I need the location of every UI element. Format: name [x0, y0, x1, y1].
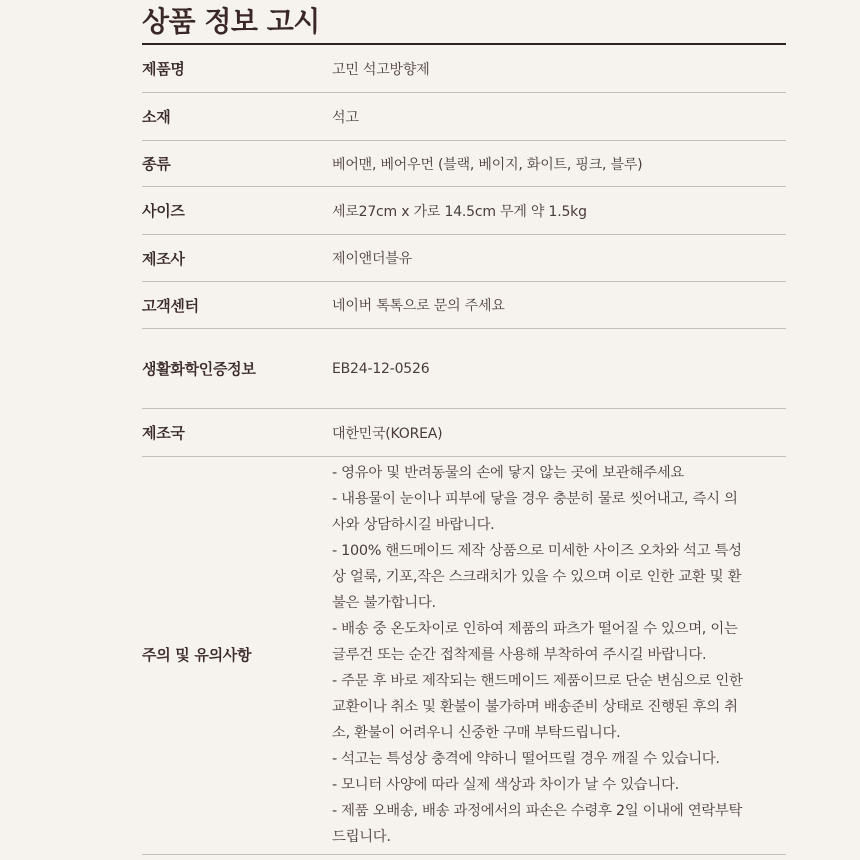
caution-line: 교환이나 취소 및 환불이 불가하며 배송준비 상태로 진행된 후의 취: [332, 698, 738, 715]
caution-line: 글루건 또는 순간 접착제를 사용해 부착하여 주시길 바랍니다.: [332, 646, 707, 663]
row-label: 제품명: [142, 60, 185, 78]
row-label: 주의 및 유의사항: [142, 646, 252, 664]
cautions-text: [332, 460, 786, 850]
row-value: 석고: [332, 109, 359, 126]
info-row-cautions: [142, 457, 786, 855]
row-value: 대한민국(KOREA): [332, 425, 443, 442]
caution-line: - 영유아 및 반려동물의 손에 닿지 않는 곳에 보관해주세요: [332, 464, 684, 481]
row-value: 고민 석고방향제: [332, 61, 430, 78]
product-info-notice: [142, 0, 786, 855]
row-value: EB24-12-0526: [332, 360, 430, 377]
caution-line: 상 얼룩, 기포,작은 스크래치가 있을 수 있으며 이로 인한 교환 및 환: [332, 568, 742, 585]
caution-line: - 주문 후 바로 제작되는 핸드메이드 제품이므로 단순 변심으로 인한: [332, 672, 743, 689]
caution-line: - 제품 오배송, 배송 과정에서의 파손은 수령후 2일 이내에 연락부탁: [332, 802, 743, 819]
row-value: 베어맨, 베어우먼 (블랙, 베이지, 화이트, 핑크, 블루): [332, 156, 643, 173]
info-row-country: [142, 409, 786, 457]
row-value: 제이앤더블유: [332, 251, 412, 267]
caution-line: 불은 불가합니다.: [332, 594, 436, 611]
row-label: 사이즈: [142, 202, 185, 220]
caution-line: 드립니다.: [332, 828, 391, 845]
info-row-customer-center: [142, 282, 786, 329]
info-row-product-name: [142, 45, 786, 93]
info-row-manufacturer: [142, 235, 786, 282]
caution-line: 소, 환불이 어려우니 신중한 구매 부탁드립니다.: [332, 724, 621, 741]
row-label: 종류: [142, 155, 171, 173]
row-label: 고객센터: [142, 296, 199, 315]
row-value: 세로27cm x 가로 14.5cm 무게 약 1.5kg: [332, 203, 587, 220]
row-label: 생활화학인증정보: [142, 360, 256, 378]
info-row-material: [142, 93, 786, 141]
caution-line: - 석고는 특성상 충격에 약하니 떨어뜨릴 경우 깨질 수 있습니다.: [332, 750, 720, 767]
info-row-type: [142, 141, 786, 187]
row-value: 네이버 톡톡으로 문의 주세요: [332, 298, 505, 314]
row-label: 소재: [142, 108, 171, 126]
row-label: 제조사: [142, 249, 185, 268]
caution-line: 사와 상담하시길 바랍니다.: [332, 516, 495, 533]
caution-line: - 내용물이 눈이나 피부에 닿을 경우 충분히 물로 씻어내고, 즉시 의: [332, 490, 738, 507]
row-label: 제조국: [142, 424, 185, 442]
caution-line: - 배송 중 온도차이로 인하여 제품의 파츠가 떨어질 수 있으며, 이는: [332, 620, 738, 637]
page-title: 상품 정보 고시: [142, 0, 786, 45]
caution-line: - 모니터 사양에 따라 실제 색상과 차이가 날 수 있습니다.: [332, 776, 679, 793]
caution-line: - 100% 핸드메이드 제작 상품으로 미세한 사이즈 오차와 석고 특성: [332, 542, 742, 559]
info-row-chemical-certification: [142, 329, 786, 409]
info-row-size: [142, 187, 786, 235]
